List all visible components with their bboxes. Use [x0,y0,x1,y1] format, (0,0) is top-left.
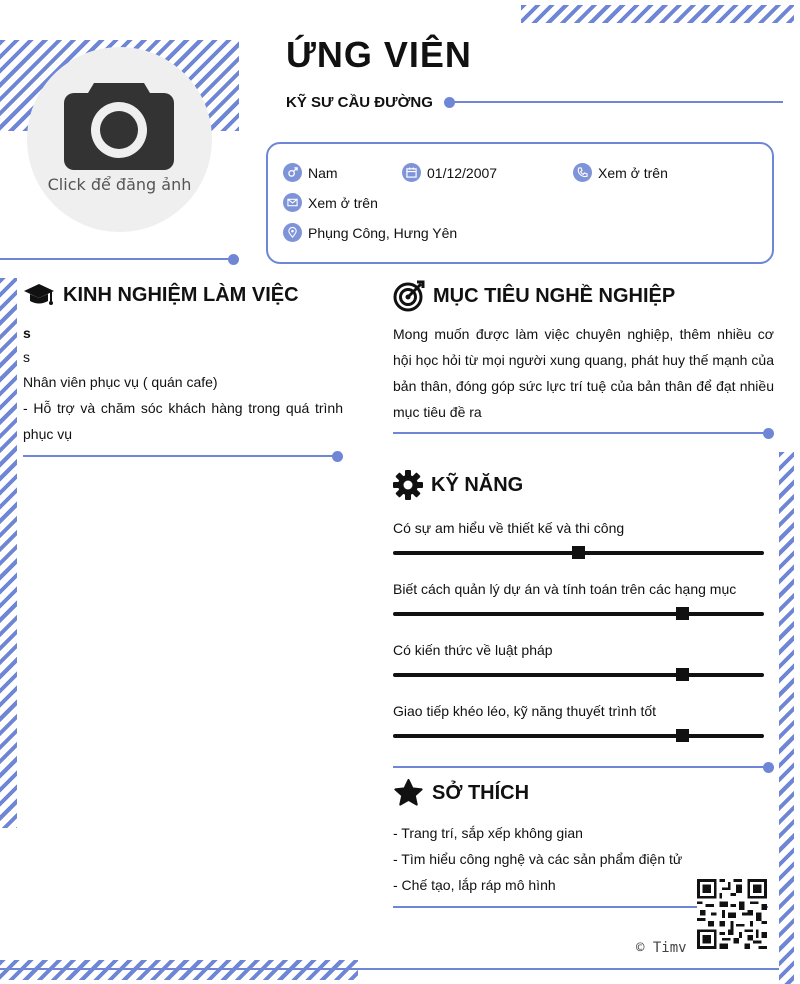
decor-stripes-bottom-left [0,960,358,980]
phone-text: Xem ở trên [598,164,668,181]
experience-line-2: s [23,349,30,365]
graduation-cap-icon [23,282,55,308]
skill-slider-2[interactable] [393,612,764,616]
skills-divider-dot [763,762,774,773]
phone-item [573,163,668,182]
address-text: Phụng Công, Hưng Yên [308,224,458,241]
qr-code-icon[interactable] [697,879,767,949]
gear-icon [393,470,423,500]
decor-stripes-top-right [521,5,794,23]
experience-divider-dot [332,451,343,462]
skills-divider [393,766,768,768]
email-icon [283,193,302,212]
decor-stripes-left [0,278,17,828]
calendar-icon [402,163,421,182]
location-icon [283,223,302,242]
phone-icon [573,163,592,182]
birthday-text: 01/12/2007 [427,164,498,181]
email-item [283,193,378,212]
address-item [283,223,457,242]
photo-upload-text: Click để đăng ảnh [47,175,192,194]
skill-label-1: Có sự am hiểu về thiết kế và thi công [393,520,625,536]
skill-label-4: Giao tiếp khéo léo, kỹ năng thuyết trình tốt [393,703,657,719]
target-icon [393,280,425,312]
objective-title-text: MỤC TIÊU NGHỀ NGHIỆP [433,284,676,307]
skill-label-2: Biết cách quản lý dự án và tính toán trên các hạng mục [393,581,737,597]
gender-icon [283,163,302,182]
avatar-upload[interactable] [27,47,212,232]
skill-slider-1[interactable] [393,551,764,555]
bottom-line [0,968,779,970]
skills-title [393,470,523,500]
job-title: KỸ SƯ CẦU ĐƯỜNG [286,94,433,111]
decor-stripes-right [779,452,794,984]
hobby-item-1: - Trang trí, sắp xếp không gian [393,825,583,841]
objective-divider [393,432,768,434]
photo-divider-dot [228,254,239,265]
job-title-line [450,101,783,103]
experience-title [23,282,299,308]
skill-knob-1[interactable] [572,546,585,559]
hobbies-title-text: SỞ THÍCH [432,782,530,804]
photo-divider [0,258,232,260]
experience-position: Nhân viên phục vụ ( quán cafe) [23,374,218,390]
skill-knob-3[interactable] [676,668,689,681]
birthday-item [402,163,497,182]
hobby-item-3: - Chế tạo, lắp ráp mô hình [393,877,556,893]
experience-title-text: KINH NGHIỆM LÀM VIỆC [63,283,299,306]
hobbies-title [393,778,529,809]
candidate-name: ỨNG VIÊN [286,34,472,75]
star-icon [393,778,424,809]
skills-title-text: KỸ NĂNG [431,473,524,496]
hobby-item-2: - Tìm hiểu công nghệ và các sản phẩm điện tử [393,851,683,867]
gender-item [283,163,338,182]
objective-divider-dot [763,428,774,439]
skill-label-3: Có kiến thức về luật pháp [393,642,553,658]
experience-line-1: s [23,325,31,341]
skill-slider-3[interactable] [393,673,764,677]
skill-slider-4[interactable] [393,734,764,738]
gender-text: Nam [308,164,338,181]
objective-text: Mong muốn được làm việc chuyên nghiệp, thêm nhiều cơ hội học hỏi từ mọi người xung quang, phát huy thế mạnh của bản thân, đóng góp sức lực trí tuệ của bản thân để đạt nhiều mục tiêu đề ra [393,326,774,420]
experience-description: - Hỗ trợ và chăm sóc khách hàng trong quá trình phục vụ [23,400,343,442]
camera-icon [64,75,174,170]
skill-knob-4[interactable] [676,729,689,742]
experience-divider [23,455,337,457]
objective-title [393,280,675,312]
email-text: Xem ở trên [308,194,378,211]
copyright-text: © Timv [636,940,687,956]
skill-knob-2[interactable] [676,607,689,620]
